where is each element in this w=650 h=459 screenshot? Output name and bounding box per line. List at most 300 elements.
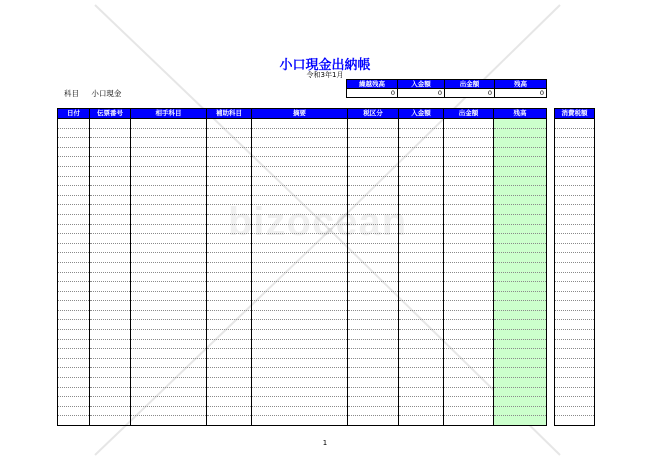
table-cell[interactable] — [399, 291, 444, 301]
table-cell[interactable] — [131, 176, 207, 186]
table-cell[interactable] — [348, 358, 399, 368]
table-cell[interactable] — [131, 128, 207, 138]
table-cell[interactable] — [131, 387, 207, 397]
table-cell[interactable] — [207, 234, 252, 244]
table-cell[interactable] — [58, 166, 90, 176]
table-cell[interactable] — [348, 387, 399, 397]
table-cell[interactable] — [555, 378, 595, 388]
table-cell[interactable] — [58, 282, 90, 292]
table-cell[interactable] — [494, 368, 547, 378]
table-cell[interactable] — [494, 234, 547, 244]
table-cell[interactable] — [207, 166, 252, 176]
table-cell[interactable] — [90, 406, 131, 416]
table-cell[interactable] — [494, 330, 547, 340]
table-cell[interactable] — [494, 291, 547, 301]
table-cell[interactable] — [494, 349, 547, 359]
table-cell[interactable] — [399, 339, 444, 349]
table-cell[interactable] — [555, 119, 595, 129]
table-cell[interactable] — [399, 320, 444, 330]
table-cell[interactable] — [399, 166, 444, 176]
table-cell[interactable] — [348, 186, 399, 196]
table-cell[interactable] — [444, 195, 494, 205]
table-cell[interactable] — [399, 147, 444, 157]
table-cell[interactable] — [348, 406, 399, 416]
table-cell[interactable] — [494, 301, 547, 311]
table-cell[interactable] — [207, 119, 252, 129]
table-cell[interactable] — [131, 186, 207, 196]
table-cell[interactable] — [207, 358, 252, 368]
table-cell[interactable] — [207, 416, 252, 426]
table-cell[interactable] — [399, 186, 444, 196]
table-cell[interactable] — [131, 119, 207, 129]
table-cell[interactable] — [444, 186, 494, 196]
table-cell[interactable] — [348, 214, 399, 224]
table-cell[interactable] — [555, 166, 595, 176]
table-cell[interactable] — [348, 397, 399, 407]
table-cell[interactable] — [131, 205, 207, 215]
table-cell[interactable] — [252, 157, 348, 167]
table-cell[interactable] — [131, 320, 207, 330]
table-cell[interactable] — [131, 214, 207, 224]
table-cell[interactable] — [252, 416, 348, 426]
table-cell[interactable] — [131, 416, 207, 426]
table-cell[interactable] — [494, 119, 547, 129]
table-cell[interactable] — [58, 186, 90, 196]
table-cell[interactable] — [555, 330, 595, 340]
table-cell[interactable] — [58, 291, 90, 301]
table-cell[interactable] — [252, 147, 348, 157]
table-cell[interactable] — [131, 147, 207, 157]
table-cell[interactable] — [555, 339, 595, 349]
table-cell[interactable] — [252, 138, 348, 148]
table-cell[interactable] — [444, 397, 494, 407]
table-cell[interactable] — [131, 378, 207, 388]
table-cell[interactable] — [494, 406, 547, 416]
table-cell[interactable] — [348, 416, 399, 426]
table-cell[interactable] — [444, 166, 494, 176]
table-cell[interactable] — [131, 166, 207, 176]
table-cell[interactable] — [444, 291, 494, 301]
table-cell[interactable] — [207, 262, 252, 272]
table-cell[interactable] — [444, 214, 494, 224]
table-cell[interactable] — [399, 195, 444, 205]
table-cell[interactable] — [207, 253, 252, 263]
table-cell[interactable] — [444, 368, 494, 378]
table-cell[interactable] — [494, 262, 547, 272]
table-cell[interactable] — [399, 205, 444, 215]
table-cell[interactable] — [444, 310, 494, 320]
table-cell[interactable] — [207, 330, 252, 340]
table-cell[interactable] — [90, 378, 131, 388]
table-cell[interactable] — [348, 119, 399, 129]
table-cell[interactable] — [131, 358, 207, 368]
summary-carryover-value[interactable]: 0 — [347, 89, 398, 98]
table-cell[interactable] — [131, 138, 207, 148]
table-cell[interactable] — [348, 128, 399, 138]
summary-deposit-value[interactable]: 0 — [398, 89, 445, 98]
table-cell[interactable] — [555, 349, 595, 359]
table-cell[interactable] — [399, 157, 444, 167]
summary-withdrawal-value[interactable]: 0 — [445, 89, 495, 98]
table-cell[interactable] — [90, 262, 131, 272]
table-cell[interactable] — [494, 397, 547, 407]
table-cell[interactable] — [348, 349, 399, 359]
table-cell[interactable] — [90, 128, 131, 138]
table-cell[interactable] — [348, 195, 399, 205]
table-cell[interactable] — [252, 176, 348, 186]
table-cell[interactable] — [348, 262, 399, 272]
table-cell[interactable] — [444, 339, 494, 349]
table-cell[interactable] — [494, 253, 547, 263]
table-cell[interactable] — [494, 186, 547, 196]
table-cell[interactable] — [348, 176, 399, 186]
table-cell[interactable] — [131, 406, 207, 416]
table-cell[interactable] — [399, 349, 444, 359]
table-cell[interactable] — [399, 358, 444, 368]
table-cell[interactable] — [252, 243, 348, 253]
table-cell[interactable] — [348, 234, 399, 244]
table-cell[interactable] — [131, 301, 207, 311]
table-cell[interactable] — [252, 262, 348, 272]
table-cell[interactable] — [555, 205, 595, 215]
table-cell[interactable] — [90, 310, 131, 320]
table-cell[interactable] — [555, 128, 595, 138]
table-cell[interactable] — [58, 214, 90, 224]
table-cell[interactable] — [444, 406, 494, 416]
table-cell[interactable] — [252, 320, 348, 330]
table-cell[interactable] — [494, 310, 547, 320]
table-cell[interactable] — [58, 397, 90, 407]
table-cell[interactable] — [444, 282, 494, 292]
table-cell[interactable] — [252, 195, 348, 205]
table-cell[interactable] — [494, 272, 547, 282]
table-cell[interactable] — [252, 349, 348, 359]
table-cell[interactable] — [252, 301, 348, 311]
table-cell[interactable] — [58, 253, 90, 263]
table-cell[interactable] — [555, 406, 595, 416]
table-cell[interactable] — [207, 224, 252, 234]
table-cell[interactable] — [555, 262, 595, 272]
table-cell[interactable] — [348, 378, 399, 388]
table-cell[interactable] — [252, 406, 348, 416]
table-cell[interactable] — [252, 310, 348, 320]
table-cell[interactable] — [58, 349, 90, 359]
table-cell[interactable] — [131, 368, 207, 378]
table-cell[interactable] — [399, 378, 444, 388]
table-cell[interactable] — [131, 291, 207, 301]
table-cell[interactable] — [207, 138, 252, 148]
table-cell[interactable] — [348, 147, 399, 157]
table-cell[interactable] — [90, 291, 131, 301]
table-cell[interactable] — [494, 128, 547, 138]
table-cell[interactable] — [252, 128, 348, 138]
table-cell[interactable] — [555, 416, 595, 426]
table-cell[interactable] — [131, 272, 207, 282]
table-cell[interactable] — [348, 310, 399, 320]
table-cell[interactable] — [348, 339, 399, 349]
table-cell[interactable] — [444, 330, 494, 340]
table-cell[interactable] — [58, 272, 90, 282]
table-cell[interactable] — [58, 330, 90, 340]
table-cell[interactable] — [494, 358, 547, 368]
table-cell[interactable] — [131, 282, 207, 292]
table-cell[interactable] — [207, 310, 252, 320]
table-cell[interactable] — [555, 397, 595, 407]
table-cell[interactable] — [399, 138, 444, 148]
table-cell[interactable] — [494, 138, 547, 148]
table-cell[interactable] — [348, 368, 399, 378]
table-cell[interactable] — [207, 243, 252, 253]
table-cell[interactable] — [90, 416, 131, 426]
table-cell[interactable] — [207, 176, 252, 186]
table-cell[interactable] — [555, 224, 595, 234]
table-cell[interactable] — [348, 138, 399, 148]
table-cell[interactable] — [131, 310, 207, 320]
table-cell[interactable] — [58, 243, 90, 253]
table-cell[interactable] — [399, 387, 444, 397]
table-cell[interactable] — [399, 128, 444, 138]
table-cell[interactable] — [444, 205, 494, 215]
table-cell[interactable] — [207, 368, 252, 378]
table-cell[interactable] — [90, 272, 131, 282]
table-cell[interactable] — [131, 253, 207, 263]
table-cell[interactable] — [399, 330, 444, 340]
table-cell[interactable] — [90, 253, 131, 263]
table-cell[interactable] — [207, 214, 252, 224]
table-cell[interactable] — [131, 330, 207, 340]
table-cell[interactable] — [90, 243, 131, 253]
table-cell[interactable] — [131, 397, 207, 407]
table-cell[interactable] — [444, 358, 494, 368]
table-cell[interactable] — [90, 205, 131, 215]
table-cell[interactable] — [252, 368, 348, 378]
table-cell[interactable] — [58, 195, 90, 205]
table-cell[interactable] — [399, 176, 444, 186]
table-cell[interactable] — [58, 119, 90, 129]
table-cell[interactable] — [58, 339, 90, 349]
table-cell[interactable] — [252, 387, 348, 397]
table-cell[interactable] — [494, 157, 547, 167]
table-cell[interactable] — [207, 397, 252, 407]
table-cell[interactable] — [494, 176, 547, 186]
table-cell[interactable] — [90, 339, 131, 349]
table-cell[interactable] — [555, 214, 595, 224]
table-cell[interactable] — [58, 176, 90, 186]
table-cell[interactable] — [90, 138, 131, 148]
table-cell[interactable] — [494, 339, 547, 349]
table-cell[interactable] — [252, 224, 348, 234]
table-cell[interactable] — [348, 320, 399, 330]
table-cell[interactable] — [207, 349, 252, 359]
table-cell[interactable] — [207, 157, 252, 167]
table-cell[interactable] — [58, 378, 90, 388]
table-cell[interactable] — [399, 416, 444, 426]
table-cell[interactable] — [494, 195, 547, 205]
table-cell[interactable] — [207, 320, 252, 330]
table-cell[interactable] — [131, 234, 207, 244]
table-cell[interactable] — [252, 186, 348, 196]
table-cell[interactable] — [58, 406, 90, 416]
table-cell[interactable] — [252, 397, 348, 407]
table-cell[interactable] — [207, 272, 252, 282]
table-cell[interactable] — [348, 282, 399, 292]
table-cell[interactable] — [131, 262, 207, 272]
table-cell[interactable] — [399, 253, 444, 263]
table-cell[interactable] — [444, 138, 494, 148]
table-cell[interactable] — [131, 339, 207, 349]
table-cell[interactable] — [555, 243, 595, 253]
table-cell[interactable] — [348, 243, 399, 253]
table-cell[interactable] — [90, 224, 131, 234]
table-cell[interactable] — [444, 176, 494, 186]
table-cell[interactable] — [494, 378, 547, 388]
table-cell[interactable] — [555, 186, 595, 196]
table-cell[interactable] — [131, 157, 207, 167]
table-cell[interactable] — [252, 272, 348, 282]
table-cell[interactable] — [252, 330, 348, 340]
table-cell[interactable] — [399, 310, 444, 320]
table-cell[interactable] — [348, 205, 399, 215]
table-cell[interactable] — [90, 147, 131, 157]
table-cell[interactable] — [90, 186, 131, 196]
table-cell[interactable] — [399, 368, 444, 378]
table-cell[interactable] — [399, 224, 444, 234]
table-cell[interactable] — [90, 234, 131, 244]
table-cell[interactable] — [207, 406, 252, 416]
table-cell[interactable] — [58, 368, 90, 378]
table-cell[interactable] — [90, 214, 131, 224]
table-cell[interactable] — [252, 378, 348, 388]
table-cell[interactable] — [494, 320, 547, 330]
table-cell[interactable] — [252, 291, 348, 301]
table-cell[interactable] — [348, 330, 399, 340]
table-cell[interactable] — [555, 310, 595, 320]
table-cell[interactable] — [90, 368, 131, 378]
table-cell[interactable] — [90, 320, 131, 330]
table-cell[interactable] — [494, 166, 547, 176]
table-cell[interactable] — [58, 234, 90, 244]
table-cell[interactable] — [399, 282, 444, 292]
table-cell[interactable] — [207, 301, 252, 311]
table-cell[interactable] — [555, 291, 595, 301]
table-cell[interactable] — [494, 282, 547, 292]
table-cell[interactable] — [90, 349, 131, 359]
table-cell[interactable] — [494, 224, 547, 234]
table-cell[interactable] — [444, 378, 494, 388]
table-cell[interactable] — [252, 358, 348, 368]
table-cell[interactable] — [444, 234, 494, 244]
table-cell[interactable] — [58, 224, 90, 234]
table-cell[interactable] — [252, 205, 348, 215]
table-cell[interactable] — [207, 186, 252, 196]
table-cell[interactable] — [399, 119, 444, 129]
table-cell[interactable] — [131, 349, 207, 359]
table-cell[interactable] — [90, 387, 131, 397]
table-cell[interactable] — [444, 272, 494, 282]
table-cell[interactable] — [348, 301, 399, 311]
table-cell[interactable] — [90, 157, 131, 167]
table-cell[interactable] — [58, 205, 90, 215]
table-cell[interactable] — [58, 157, 90, 167]
table-cell[interactable] — [252, 282, 348, 292]
table-cell[interactable] — [555, 138, 595, 148]
table-cell[interactable] — [444, 387, 494, 397]
table-cell[interactable] — [252, 214, 348, 224]
table-cell[interactable] — [58, 128, 90, 138]
table-cell[interactable] — [444, 416, 494, 426]
table-cell[interactable] — [494, 214, 547, 224]
table-cell[interactable] — [207, 339, 252, 349]
table-cell[interactable] — [555, 320, 595, 330]
table-cell[interactable] — [252, 119, 348, 129]
table-cell[interactable] — [555, 195, 595, 205]
table-cell[interactable] — [58, 416, 90, 426]
table-cell[interactable] — [399, 214, 444, 224]
table-cell[interactable] — [58, 147, 90, 157]
table-cell[interactable] — [444, 147, 494, 157]
table-cell[interactable] — [494, 416, 547, 426]
table-cell[interactable] — [90, 195, 131, 205]
table-cell[interactable] — [252, 253, 348, 263]
table-cell[interactable] — [444, 224, 494, 234]
table-cell[interactable] — [444, 320, 494, 330]
table-cell[interactable] — [555, 176, 595, 186]
table-cell[interactable] — [399, 406, 444, 416]
table-cell[interactable] — [348, 224, 399, 234]
table-cell[interactable] — [444, 349, 494, 359]
table-cell[interactable] — [444, 253, 494, 263]
table-cell[interactable] — [399, 234, 444, 244]
table-cell[interactable] — [58, 138, 90, 148]
table-cell[interactable] — [444, 119, 494, 129]
table-cell[interactable] — [207, 195, 252, 205]
table-cell[interactable] — [348, 291, 399, 301]
table-cell[interactable] — [131, 243, 207, 253]
table-cell[interactable] — [90, 330, 131, 340]
table-cell[interactable] — [399, 262, 444, 272]
table-cell[interactable] — [399, 272, 444, 282]
table-cell[interactable] — [58, 320, 90, 330]
table-cell[interactable] — [555, 358, 595, 368]
table-cell[interactable] — [131, 195, 207, 205]
table-cell[interactable] — [494, 387, 547, 397]
table-cell[interactable] — [399, 397, 444, 407]
table-cell[interactable] — [555, 157, 595, 167]
table-cell[interactable] — [555, 253, 595, 263]
table-cell[interactable] — [348, 157, 399, 167]
table-cell[interactable] — [252, 166, 348, 176]
table-cell[interactable] — [555, 272, 595, 282]
table-cell[interactable] — [494, 147, 547, 157]
table-cell[interactable] — [90, 282, 131, 292]
table-cell[interactable] — [555, 234, 595, 244]
table-cell[interactable] — [207, 378, 252, 388]
table-cell[interactable] — [207, 282, 252, 292]
table-cell[interactable] — [90, 358, 131, 368]
table-cell[interactable] — [555, 387, 595, 397]
table-cell[interactable] — [555, 282, 595, 292]
table-cell[interactable] — [399, 243, 444, 253]
table-cell[interactable] — [555, 368, 595, 378]
table-cell[interactable] — [58, 310, 90, 320]
table-cell[interactable] — [131, 224, 207, 234]
table-cell[interactable] — [207, 128, 252, 138]
table-cell[interactable] — [252, 234, 348, 244]
table-cell[interactable] — [444, 128, 494, 138]
table-cell[interactable] — [494, 243, 547, 253]
table-cell[interactable] — [555, 147, 595, 157]
table-cell[interactable] — [90, 301, 131, 311]
